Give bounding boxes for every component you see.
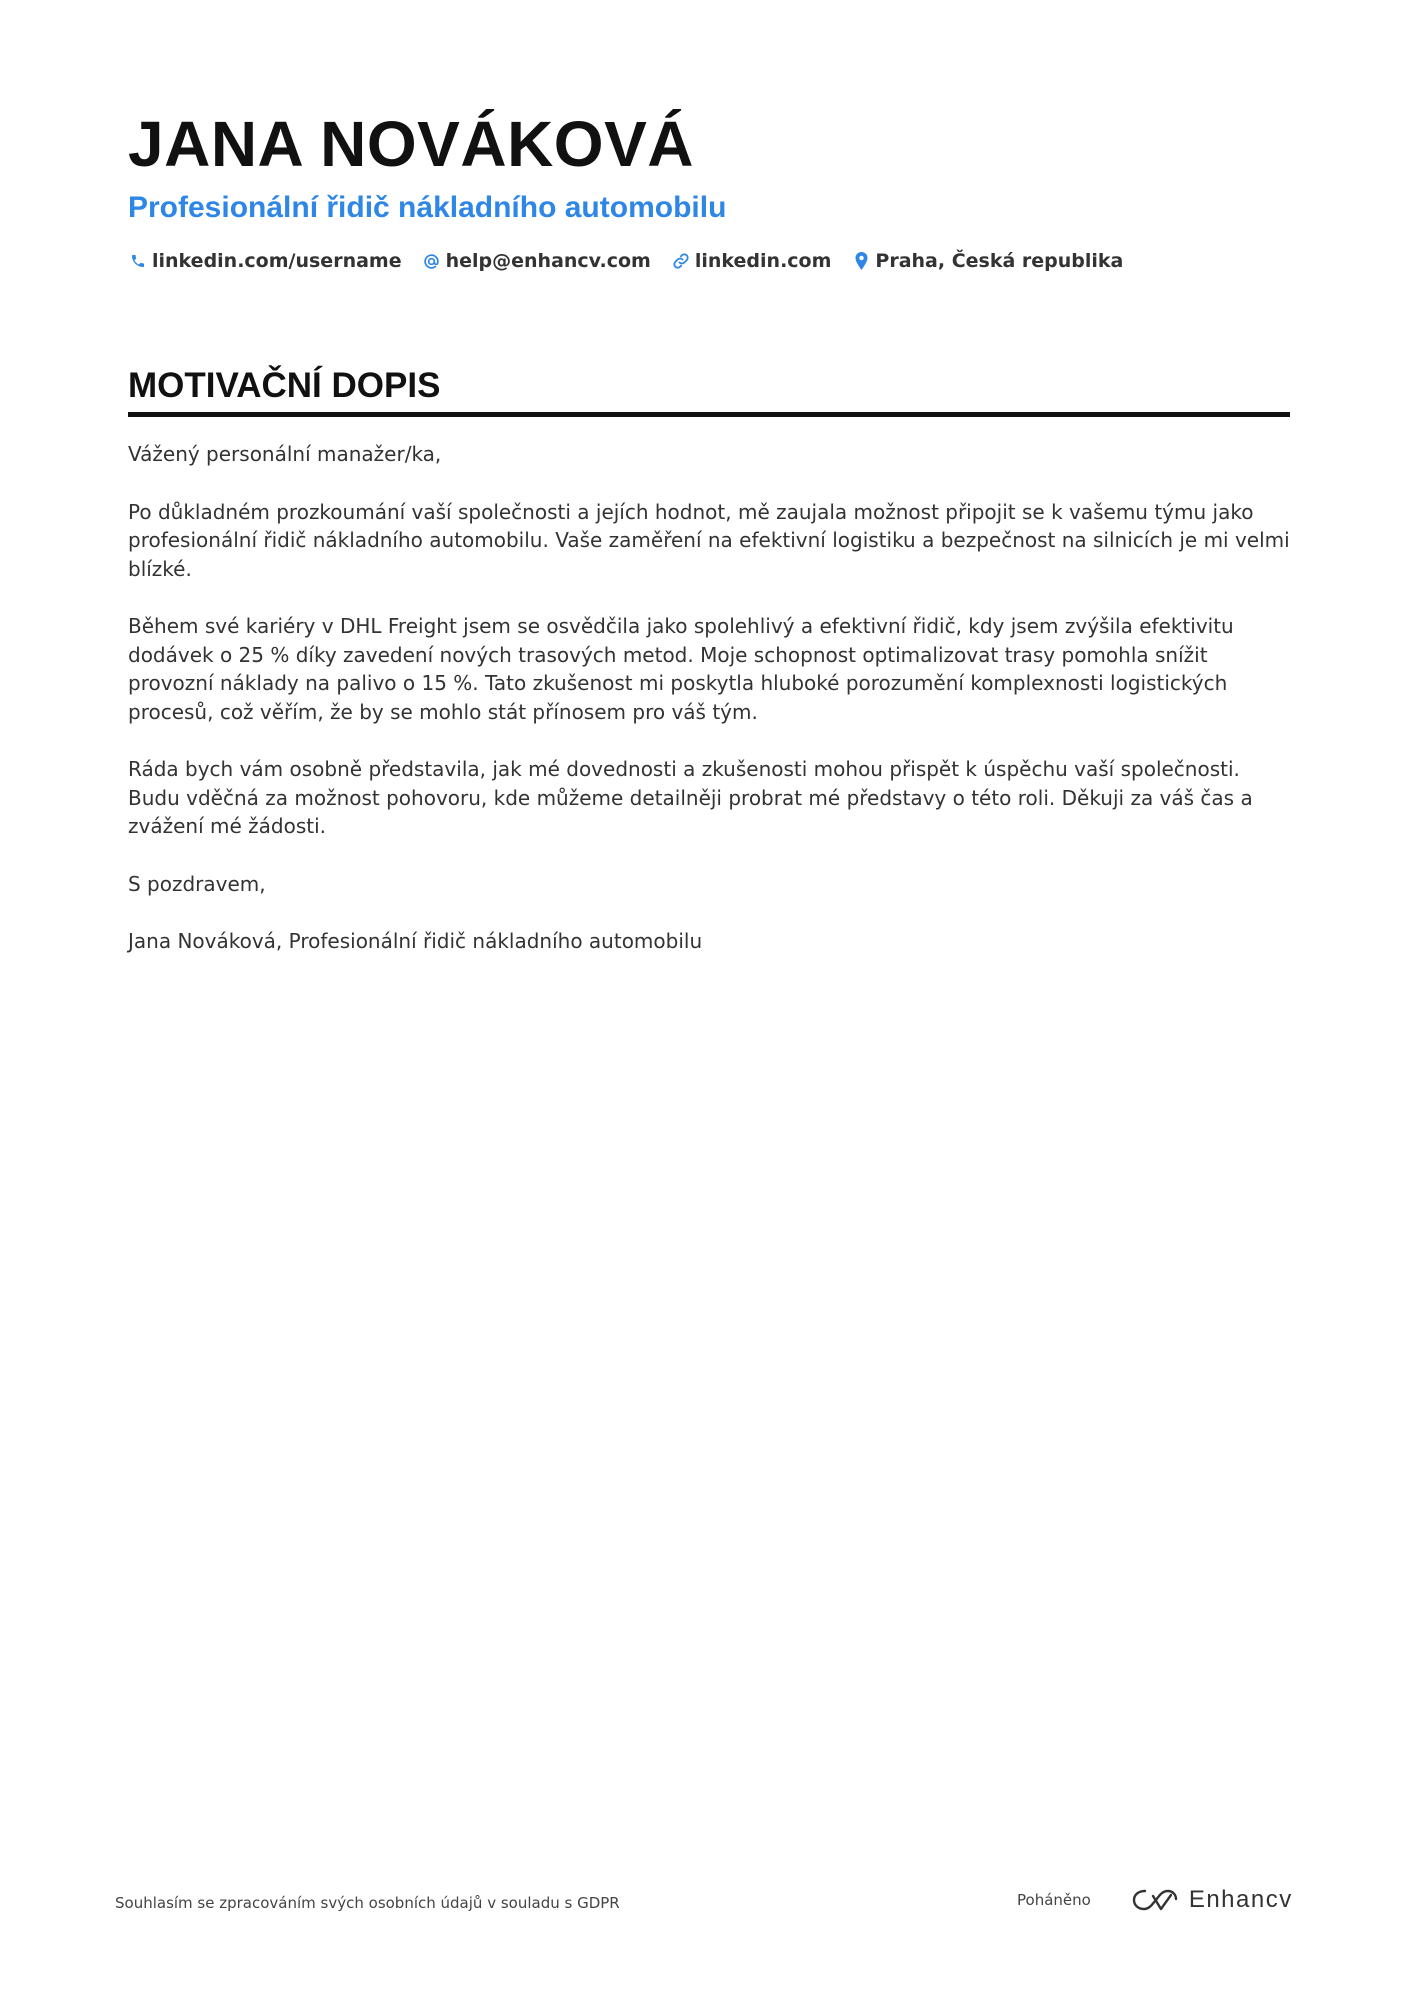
letter-paragraph: Po důkladném prozkoumání vaší společnosti a jejích hodnot, mě zaujala možnost připojit se k vašemu týmu jako profesionální řidič nákladního automobilu. Vaše zaměření na efektivní logistiku a bezpečnost na silnicích je mi velmi blízké.: [128, 499, 1290, 581]
contact-phone: [128, 250, 402, 272]
enhancv-logo[interactable]: [1131, 1886, 1293, 1914]
enhancv-mark-icon: [1131, 1887, 1179, 1913]
letter-paragraph: Ráda bych vám osobně představila, jak mé dovednosti a zkušenosti mohou přispět k úspěchu vaší společnosti. Budu vděčná za možnost pohovoru, kde můžeme detailněji probrat mé představy o této roli. Děkuji za váš čas a zvážení mé žádosti.: [128, 757, 1253, 838]
location-pin-icon: [851, 251, 871, 271]
contact-link[interactable]: [671, 250, 832, 272]
section-divider: [128, 412, 1290, 417]
header: [128, 102, 1290, 277]
gdpr-consent: Souhlasím se zpracováním svých osobních údajů v souladu s GDPR: [115, 1894, 620, 1912]
letter-signature: Jana Nováková, Profesionální řidič nákladního automobilu: [128, 929, 703, 953]
powered-by: [1017, 1880, 1293, 1920]
contact-email[interactable]: [422, 250, 651, 272]
letter-greeting: Vážený personální manažer/ka,: [128, 442, 442, 466]
powered-by-label: Poháněno: [1017, 1891, 1091, 1909]
contact-phone-text: linkedin.com/username: [152, 250, 402, 272]
section-title: MOTIVAČNÍ DOPIS: [128, 366, 441, 405]
contact-email-text[interactable]: help@enhancv.com: [445, 250, 651, 272]
phone-icon: [128, 251, 148, 271]
contact-link-text[interactable]: linkedin.com: [694, 250, 832, 272]
letter-closing: S pozdravem,: [128, 871, 266, 896]
contact-location: [851, 250, 1123, 272]
contact-location-text: Praha, Česká republika: [875, 250, 1124, 272]
contact-bar: [128, 245, 1290, 277]
candidate-name: JANA NOVÁKOVÁ: [128, 108, 694, 180]
letter-body: [128, 440, 1298, 985]
at-icon: [422, 251, 442, 271]
enhancv-brand-name: Enhancv: [1188, 1886, 1293, 1913]
letter-paragraph: Během své kariéry v DHL Freight jsem se osvědčila jako spolehlivý a efektivní řidič, kdy jsem zvýšila efektivitu dodávek o 25 % díky zavedení nových trasových metod. Moje schopnost optimalizovat trasy pomohla snížit provozní náklady na palivo o 15 %. Tato zkušenost mi poskytla hluboké porozumění komplexnosti logistických procesů, což věřím, že by se mohlo stát přínosem pro váš tým.: [128, 614, 1234, 724]
link-icon: [671, 251, 691, 271]
candidate-title: Profesionální řidič nákladního automobilu: [128, 191, 727, 224]
section-header: [128, 364, 1290, 417]
